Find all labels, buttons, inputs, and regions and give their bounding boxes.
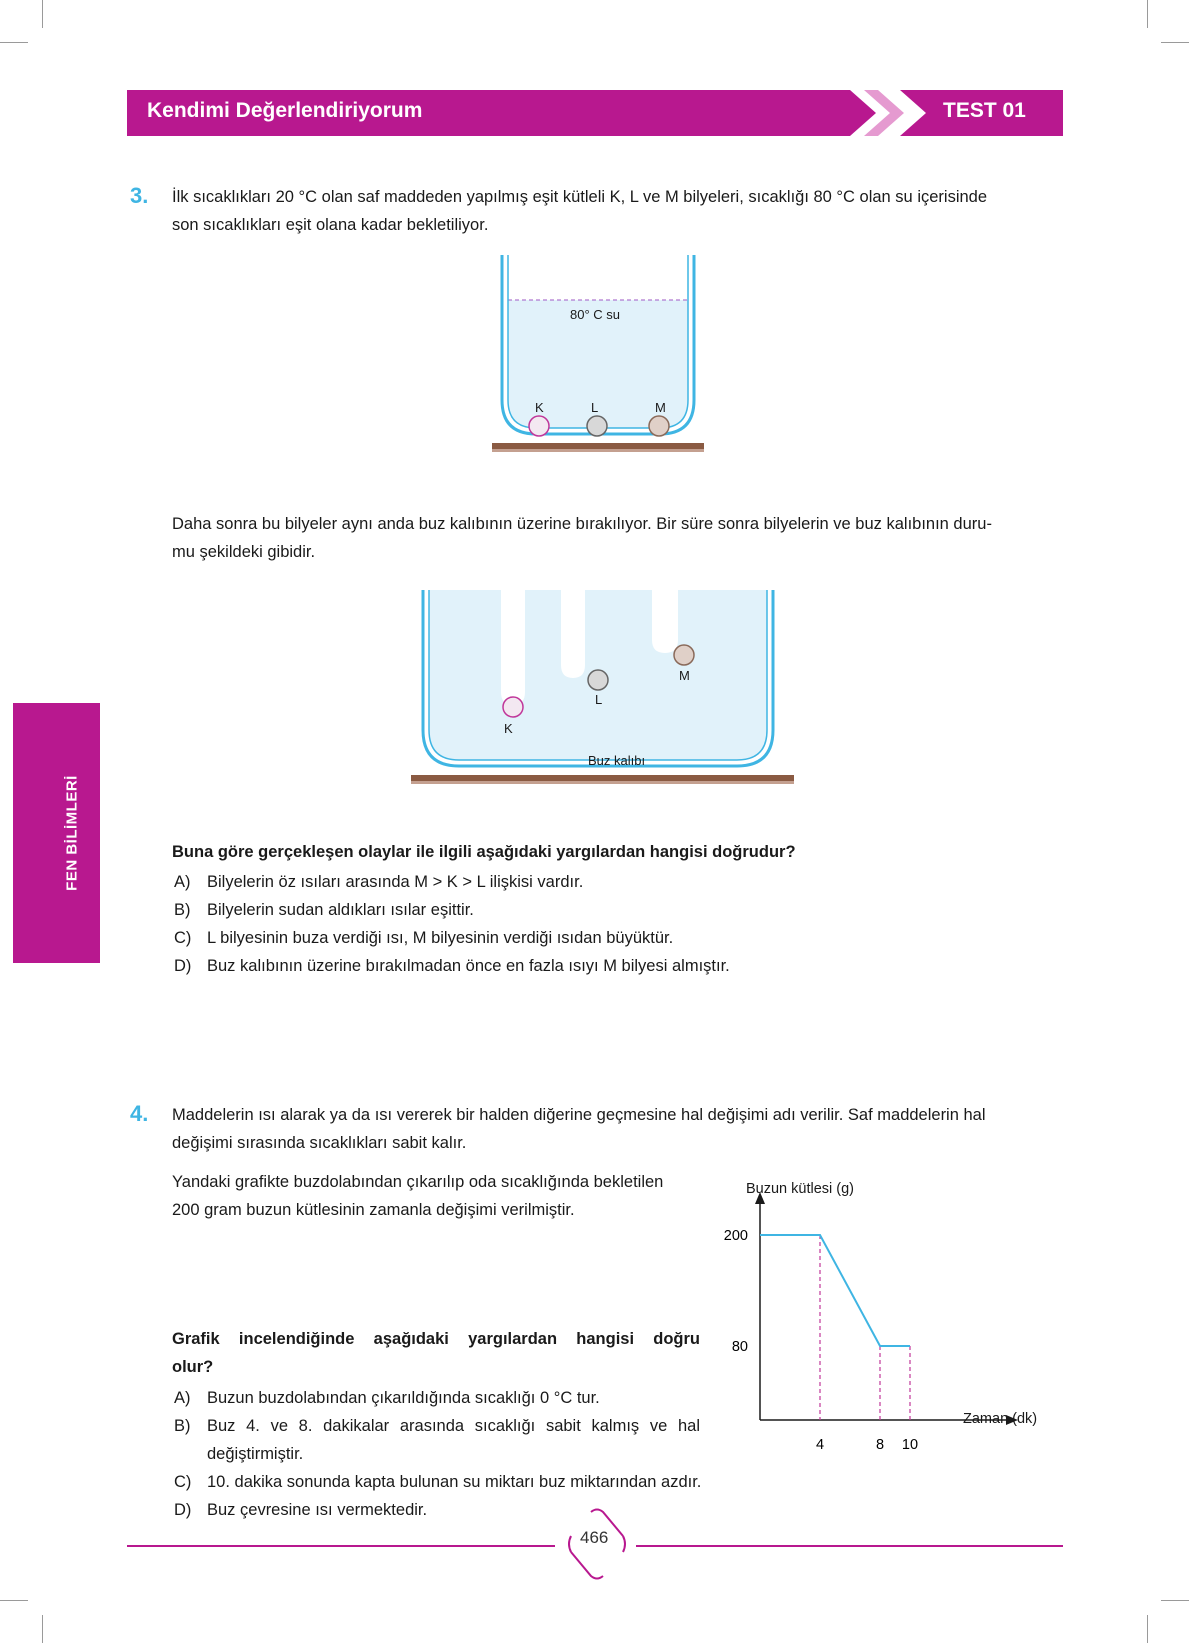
question-text: [172, 1168, 663, 1224]
option-d[interactable]: [174, 1496, 427, 1524]
text-line: İlk sıcaklıkları 20 °C olan saf maddeden yapılmış eşit kütleli K, L ve M bilyeleri, sıcaklığı 80 °C olan su içerisinde: [172, 188, 988, 206]
option-text: Bilyelerin sudan aldıkları ısılar eşittir.: [207, 901, 474, 919]
option-b[interactable]: [174, 1412, 700, 1468]
ball-k-label: K: [535, 400, 544, 415]
option-b[interactable]: [174, 896, 474, 924]
text-line: Maddelerin ısı alarak ya da ısı vererek bir halden diğerine geçmesine hal değişimi adı verilir. Saf maddelerin hal: [172, 1106, 986, 1124]
text-line: Yandaki grafikte buzdolabından çıkarılıp oda sıcaklığında bekletilen: [172, 1173, 664, 1191]
footer-rule: [636, 1545, 1063, 1547]
x-tick-label: 10: [901, 1437, 919, 1453]
text-line: değişimi sırasında sıcaklıkları sabit kalır.: [172, 1134, 467, 1152]
question-text: [172, 183, 987, 239]
option-label: C): [174, 1473, 192, 1491]
footer-rule: [127, 1545, 555, 1547]
option-d[interactable]: [174, 952, 730, 980]
text-line: olur?: [172, 1358, 214, 1376]
option-a[interactable]: [174, 1384, 600, 1412]
option-text: değiştirmiştir.: [207, 1445, 304, 1463]
ball-m-label: M: [655, 400, 666, 415]
ball-l-label: L: [591, 400, 599, 415]
ball-m: [674, 645, 694, 665]
ball-l: [587, 416, 607, 436]
text-line: Grafik incelendiğinde aşağıdaki yargılardan hangisi doğru: [172, 1330, 700, 1348]
ball-m-label: M: [679, 668, 690, 683]
option-c[interactable]: [174, 924, 673, 952]
crop-mark: [1161, 42, 1189, 43]
question-prompt: [172, 1325, 700, 1381]
option-text: 10. dakika sonunda kapta bulunan su miktarı buz miktarından azdır.: [207, 1473, 702, 1491]
crop-mark: [42, 1615, 43, 1643]
question-number: 3.: [130, 183, 149, 208]
question-number: 4.: [130, 1101, 149, 1126]
ball-l: [588, 670, 608, 690]
text-line: son sıcaklıkları eşit olana kadar bekletiliyor.: [172, 216, 489, 234]
ball-m: [649, 416, 669, 436]
x-axis-label: Zaman (dk): [963, 1411, 1038, 1427]
option-label: A): [174, 873, 191, 891]
ball-l-label: L: [595, 692, 603, 707]
y-axis-label: Buzun kütlesi (g): [746, 1181, 854, 1197]
question-text: [172, 510, 992, 566]
page-number: 466: [580, 1528, 609, 1547]
text-line: 200 gram buzun kütlesinin zamanla değişimi verilmiştir.: [172, 1201, 575, 1219]
option-label: B): [174, 1417, 191, 1435]
crop-mark: [0, 42, 28, 43]
ball-k: [529, 416, 549, 436]
option-a[interactable]: [174, 868, 583, 896]
ice-label: Buz kalıbı: [588, 753, 646, 768]
text-line: Daha sonra bu bilyeler aynı anda buz kalıbının üzerine bırakılıyor. Bir süre sonra bilyelerin ve buz kalıbının duru-: [172, 515, 992, 533]
crop-mark: [1147, 0, 1148, 28]
option-label: D): [174, 1501, 192, 1519]
option-text: Buz çevresine ısı vermektedir.: [207, 1501, 428, 1519]
option-label: D): [174, 957, 192, 975]
ball-k: [503, 697, 523, 717]
option-label: B): [174, 901, 191, 919]
subject-tab: [13, 703, 100, 963]
beaker-figure: [480, 250, 720, 460]
question-text: [172, 1101, 986, 1157]
option-text: Buz kalıbının üzerine bırakılmadan önce en fazla ısıyı M bilyesi almıştır.: [207, 957, 730, 975]
crop-mark: [0, 1600, 28, 1601]
option-label: C): [174, 929, 192, 947]
test-label: TEST 01: [943, 99, 1026, 122]
option-text: L bilyesinin buza verdiği ısı, M bilyesinin verdiği ısıdan büyüktür.: [207, 929, 674, 947]
mass-time-chart: [700, 1175, 1060, 1455]
x-tick-label: 4: [815, 1437, 825, 1453]
option-label: A): [174, 1389, 191, 1407]
text-line: mu şekildeki gibidir.: [172, 543, 316, 561]
series-line: [760, 1235, 910, 1346]
x-tick-label: 8: [875, 1437, 885, 1453]
question-prompt: Buna göre gerçekleşen olaylar ile ilgili aşağıdaki yargılardan hangisi doğrudur?: [172, 843, 796, 861]
option-text: Buz 4. ve 8. dakikalar arasında sıcaklığı sabit kalmış ve hal: [207, 1417, 700, 1435]
y-tick-label: 80: [731, 1339, 748, 1355]
chevron-arrows-icon: [850, 88, 950, 138]
ball-k-label: K: [504, 721, 513, 736]
header-title: Kendimi Değerlendiriyorum: [147, 99, 423, 122]
option-text: Bilyelerin öz ısıları arasında M > K > L ilişkisi vardır.: [207, 873, 584, 891]
crop-mark: [1147, 1615, 1148, 1643]
water-label: 80° C su: [570, 307, 621, 322]
y-tick-label: 200: [723, 1228, 748, 1244]
option-text: Buzun buzdolabından çıkarıldığında sıcaklığı 0 °C tur.: [207, 1389, 600, 1407]
crop-mark: [42, 0, 43, 28]
option-c[interactable]: [174, 1468, 701, 1496]
crop-mark: [1161, 1600, 1189, 1601]
subject-label: FEN BİLİMLERİ: [63, 775, 81, 891]
